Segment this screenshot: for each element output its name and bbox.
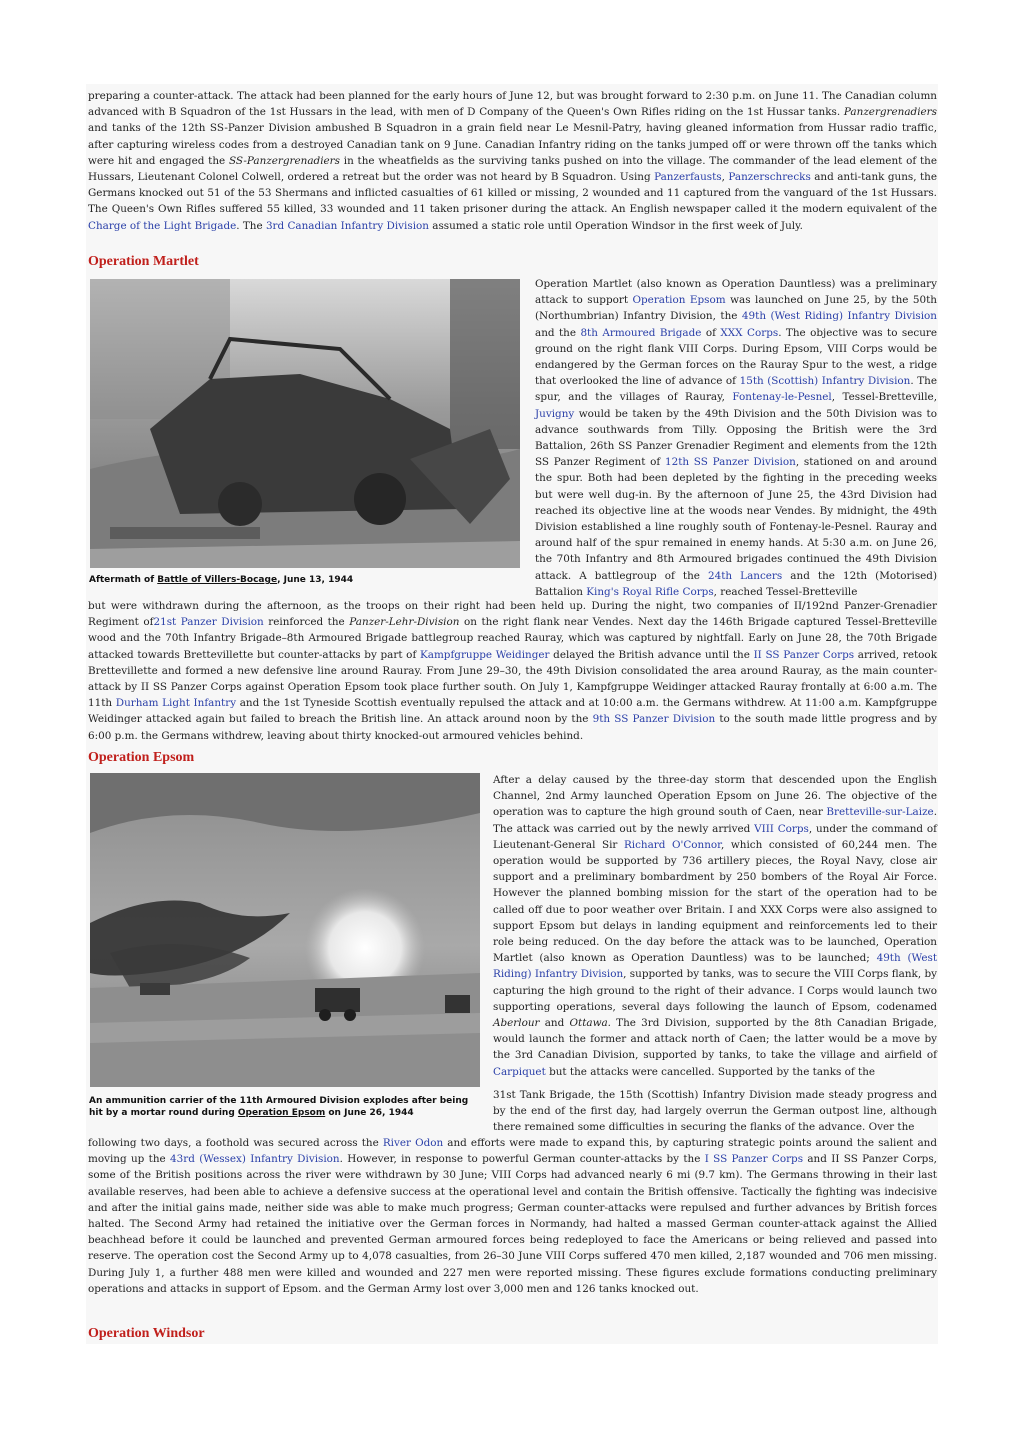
link-xxx-corps[interactable]: XXX Corps	[720, 326, 779, 339]
text-run-italic: SS-Panzergrenadiers	[228, 154, 340, 167]
text-run: assumed a static role until Operation Windsor in the first week of July.	[428, 219, 803, 232]
link-carpiquet[interactable]: Carpiquet	[493, 1065, 546, 1078]
link-49th-west-riding-infantry-division[interactable]: 49th (West Riding) Infantry Division	[741, 310, 938, 323]
heading-operation-martlet: Operation Martlet	[88, 254, 199, 269]
link-kings-royal-rifle-corps[interactable]: King's Royal Rifle Corps	[586, 585, 714, 598]
text-run-italic: Panzer-Lehr-Division	[349, 616, 460, 629]
text-run: and the 1st Tyneside Scottish eventually repulsed the attack and at 10:00 a.m. the Germans withdrew. At 11:00 a.m. Kampfgruppe Weidinger attacked again but failed to breach the British line. An attack around noon by the	[88, 697, 937, 726]
link-i-ss-panzer-corps[interactable]: I SS Panzer Corps	[704, 1153, 804, 1166]
text-run-italic: Ottawa	[569, 1017, 608, 1030]
text-run: . The spur, and the villages of Rauray,	[535, 375, 937, 404]
text-run: , reached Tessel-Bretteville	[713, 585, 858, 598]
text-run: of	[701, 326, 721, 339]
martlet-right-column	[535, 276, 937, 600]
link-21st-panzer-division[interactable]: 21st Panzer Division	[153, 616, 264, 629]
link-15th-scottish-infantry-division[interactable]: 15th (Scottish) Infantry Division	[739, 375, 911, 388]
epsom-full-width-paragraph	[88, 1135, 937, 1297]
text-run: , supported by tanks, was to secure the VIII Corps flank, by capturing the high ground to the right of their advance. I Corps would launch two supporting operations, several days following the launch of Epsom, codenamed	[493, 968, 937, 1013]
caption-text: Aftermath of	[89, 575, 158, 585]
text-run: following two days, a foothold was secured across the	[88, 1137, 383, 1149]
text-run: and	[539, 1017, 570, 1030]
link-9th-ss-panzer-division[interactable]: 9th SS Panzer Division	[592, 713, 716, 726]
caption-martlet-photo	[89, 574, 519, 586]
link-panzerfausts[interactable]: Panzerfausts	[654, 171, 722, 184]
text-run: Operation Martlet (also known as Operation Dauntless) was a preliminary attack to support	[535, 278, 937, 307]
text-run: . The attack was carried out by the newly arrived	[493, 806, 937, 835]
text-run: and anti-tank guns, the Germans knocked out 51 of the 53 Shermans and inflicted casualties of 61 killed or missing, 2 wounded and 11 captured from the vanguard of the 1st Hussars. The Queen's Own Rifles suffered 55 killed, 33 wounded and 11 taken prisoner during the attack. An English newspaper called it the modern equivalent of the	[88, 171, 937, 216]
link-fontenay-le-pesnel[interactable]: Fontenay-le-Pesnel	[732, 391, 832, 404]
text-run: would be taken by the 49th Division and the 50th Division was to advance southwards from Tilly. Opposing the British were the 3rd Battalion, 26th SS Panzer Grenadier Regiment and elements from the 12th SS Panzer Regiment of	[535, 407, 937, 469]
link-viii-corps[interactable]: VIII Corps	[754, 822, 809, 835]
link-bretteville-sur-laize[interactable]: Bretteville-sur-Laize	[826, 806, 934, 819]
epsom-right-column-continued	[493, 1087, 937, 1136]
epsom-right-column	[493, 772, 937, 1080]
link-3rd-canadian-infantry-division[interactable]: 3rd Canadian Infantry Division	[265, 219, 429, 232]
link-battle-of-villers-bocage[interactable]: Battle of Villers-Bocage	[157, 575, 278, 585]
text-run: , stationed on and around the spur. Both had been depleted by the fighting in the preceding weeks but were well dug-in. By the afternoon of June 25, the 43rd Division had reached its objective line at the woods near Vendes. By midnight, the 49th Division established a line roughly south of Fontenay-le-Pesnel. Rauray and around half of the spur remained in enemy hands. At 5:30 a.m. on June 26, the 70th Infantry and 8th Armoured brigades continued the 49th Division attack. A battlegroup of the	[535, 456, 937, 582]
text-run: and efforts were made to expand this, by capturing strategic points around the salient and moving up the	[88, 1137, 937, 1166]
link-durham-light-infantry[interactable]: Durham Light Infantry	[115, 697, 237, 710]
link-panzerschrecks[interactable]: Panzerschrecks	[728, 171, 811, 184]
text-run: . However, in response to powerful German counter-attacks by the	[339, 1153, 705, 1166]
link-8th-armoured-brigade[interactable]: 8th Armoured Brigade	[580, 326, 702, 339]
heading-operation-epsom: Operation Epsom	[88, 750, 195, 765]
photo-villers-bocage-wreckage	[90, 279, 520, 568]
heading-operation-windsor: Operation Windsor	[88, 1326, 205, 1341]
text-run: . The 3rd Division, supported by the 8th Canadian Brigade, would launch the former and attack north of Caen; the latter would be a move by the 3rd Canadian Division, supported by tanks, to take the village and airfield of	[493, 1017, 937, 1062]
link-operation-epsom[interactable]: Operation Epsom	[632, 294, 726, 307]
link-juvigny[interactable]: Juvigny	[535, 407, 575, 420]
text-run: ,	[721, 171, 729, 184]
text-run: in the wheatfields as the surviving tanks pushed on into the village. The commander of the lead element of the Hussars, Lieutenant Colonel Colwell, ordered a retreat but the order was not heard by B Squadron. Using	[88, 154, 937, 184]
martlet-full-width-paragraph	[88, 598, 937, 744]
text-run: arrived, retook Brettevillette and formed a new defensive line around Rauray. From June 29–30, the 49th Division consolidated the area around Rauray, as the main counter-attack by II SS Panzer Corps against Operation Epsom took place further south. On July 1, Kampfgruppe Weidinger attacked Rauray frontally at 6:00 a.m. The 11th	[88, 648, 937, 710]
text-run-italic: Aberlour	[493, 1017, 540, 1030]
link-ii-ss-panzer-corps[interactable]: II SS Panzer Corps	[753, 648, 855, 661]
caption-epsom-photo	[89, 1095, 481, 1119]
text-run: but were withdrawn during the afternoon, as the troops on their right had been held up. During the night, two companies of II/192nd Panzer-Grenadier Regiment of	[88, 600, 937, 629]
text-run: and the 12th (Motorised) Battalion	[535, 569, 938, 598]
photo-epsom-explosion	[90, 773, 480, 1087]
link-12th-ss-panzer-division[interactable]: 12th SS Panzer Division	[664, 456, 796, 469]
text-run: and II SS Panzer Corps, some of the British positions across the river were withdrawn by 30 June; VIII Corps had advanced nearly 6 mi (9.7 km). The Germans throwing in their last available reserves, had been able to achieve a defensive success at the operational level and contain the British offensive. Tactically the fighting was indecisive and after the initial gains made, neither side was able to make much progress; German counter-attacks were repulsed and further advances by British forces halted. The Second Army had retained the initiative over the German forces in Normandy, had halted a massed German counter-attack against the Allied beachhead before it could be launched and prevented German armoured forces being redeployed to face the Americans or being relieved and passed into reserve. The operation cost the Second Army up to 4,078 casualties, from 26–30 June VIII Corps suffered 470 men killed, 2,187 wounded and 706 men missing. During July 1, a further 488 men were killed and wounded and 227 men were reported missing. These figures exclude formations conducting preliminary operations and attacks in support of Epsom. and the German Army lost over 3,000 men and 126 tanks knocked out.	[88, 1153, 937, 1295]
intro-paragraph	[88, 88, 937, 234]
link-river-odon[interactable]: River Odon	[382, 1137, 444, 1149]
text-run: but the attacks were cancelled. Supported by the tanks of the	[545, 1065, 876, 1078]
text-run: 31st Tank Brigade, the 15th (Scottish) Infantry Division made steady progress and by the end of the first day, had largely overrun the German outpost line, although there remained some difficulties in securing the flanks of the advance. Over the	[493, 1089, 937, 1134]
text-run: was launched on June 25, by the 50th (Northumbrian) Infantry Division, the	[535, 294, 937, 323]
text-run: , Tessel-Bretteville,	[831, 391, 937, 404]
text-run: . The	[236, 219, 266, 232]
text-run: , which consisted of 60,244 men. The operation would be supported by 736 artillery pieces, the Royal Navy, close air support and a preliminary bombardment by 250 bombers of the Royal Air Force. However the planned bombing mission for the start of the operation had to be called off due to poor weather over Britain. I and XXX Corps were also assigned to support Epsom but delays in landing equipment and reinforcements led to their role being reduced. On the day before the attack was to be launched, Operation Martlet (also known as Operation Dauntless) was to be launched;	[493, 838, 937, 965]
text-run: . The objective was to secure ground on the right flank VIII Corps. During Epsom, VIII Corps would be endangered by the German forces on the Rauray Spur to the west, a ridge that overlooked the line of advance of	[535, 326, 938, 388]
link-24th-lancers[interactable]: 24th Lancers	[708, 569, 783, 582]
caption-text: on June 26, 1944	[325, 1108, 414, 1118]
text-run: to the south made little progress and by 6:00 p.m. the Germans withdrew, leaving about thirty knocked-out armoured vehicles behind.	[88, 713, 937, 742]
text-run: , under the command of Lieutenant-General Sir	[493, 822, 937, 851]
link-operation-epsom-caption[interactable]: Operation Epsom	[237, 1108, 326, 1118]
link-charge-of-the-light-brigade[interactable]: Charge of the Light Brigade	[88, 219, 237, 232]
text-run: reinforced the	[263, 616, 350, 629]
caption-text: , June 13, 1944	[277, 575, 354, 585]
text-run: and the	[535, 326, 581, 339]
text-run-italic: Panzergrenadiers	[843, 106, 937, 119]
text-run: After a delay caused by the three-day storm that descended upon the English Channel, 2nd Army launched Operation Epsom on June 26. The objective of the operation was to capture the high ground south of Caen, near	[493, 774, 937, 819]
text-run: preparing a counter-attack. The attack had been planned for the early hours of June 12, but was brought forward to 2:30 p.m. on June 11. The Canadian column advanced with B Squadron of the 1st Hussars in the lead, with men of D Company of the Queen's Own Rifles riding on the 1st Hussar tanks.	[88, 90, 937, 119]
link-43rd-wessex-infantry-division[interactable]: 43rd (Wessex) Infantry Division	[170, 1153, 340, 1166]
text-run: delayed the British advance until the	[549, 648, 754, 661]
link-kampfgruppe-weidinger[interactable]: Kampfgruppe Weidinger	[419, 648, 550, 661]
text-run: and tanks of the 12th SS-Panzer Division ambushed B Squadron in a grain field near Le Mesnil-Patry, having gleaned information from Hussar radio traffic, after capturing wireless codes from a destroyed Canadian tank on 9 June. Canadian Infantry riding on the tanks jumped off or were thrown off the tanks which were hit and engaged the	[88, 122, 937, 167]
caption-text: An ammunition carrier of the 11th Armoured Division explodes after being hit by a mortar round during	[89, 1096, 469, 1118]
text-run: on the right flank near Vendes. Next day the 146th Brigade captured Tessel-Bretteville wood and the 70th Infantry Brigade–8th Armoured Brigade battlegroup reached Rauray, which was captured by nightfall. Early on June 28, the 70th Brigade attacked towards Brettevillette but counter-attacks by part of	[88, 616, 937, 661]
link-49th-west-riding-infantry-division-epsom[interactable]: 49th (West Riding) Infantry Division	[493, 952, 937, 981]
link-richard-oconnor[interactable]: Richard O'Connor	[623, 838, 722, 851]
